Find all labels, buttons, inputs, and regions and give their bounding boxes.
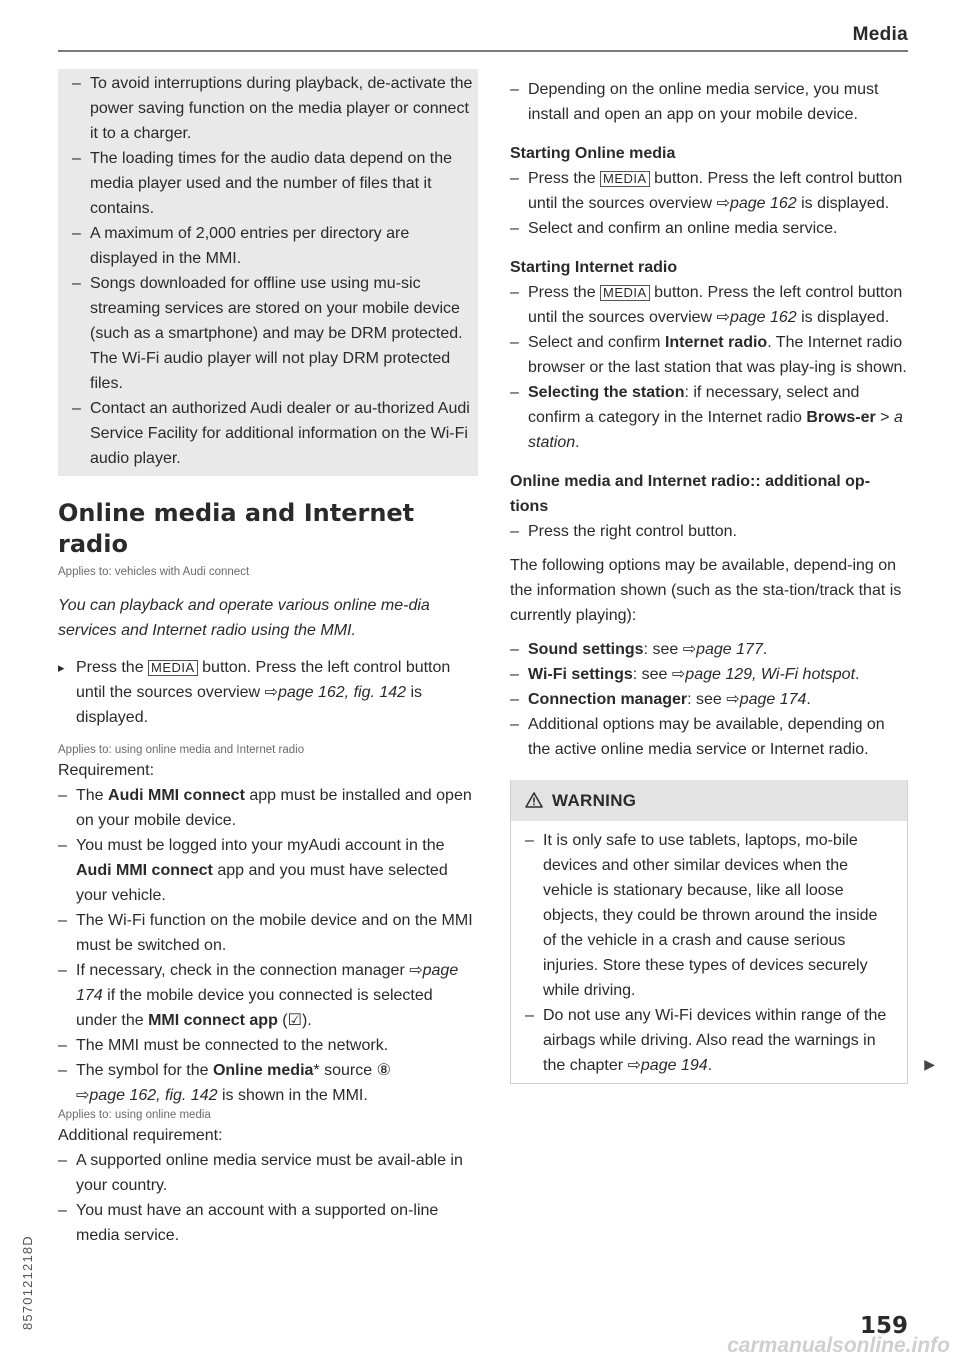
warning-box (510, 780, 935, 1084)
warning-header (511, 780, 907, 821)
additional-options-steps (510, 519, 908, 544)
section-title: Online media and Internet radio (58, 499, 415, 558)
media-button-label: MEDIA (600, 285, 650, 301)
page-number: 159 (859, 1313, 908, 1339)
requirement-item: – The MMI must be connected to the network. (58, 1033, 478, 1058)
page-ref-link[interactable]: page 162 (729, 195, 797, 212)
source-number-icon: ⑧ (376, 1062, 391, 1079)
intro-text: You can playback and operate various online me-dia services and Internet radio using the MMI. (58, 597, 430, 639)
page-ref-link[interactable]: page 174 (76, 962, 459, 1004)
watermark: carmanualsonline.info (727, 1334, 950, 1357)
list-item: – Press the right control button. (510, 519, 908, 544)
warning-title: WARNING (552, 791, 637, 810)
page-ref-link[interactable]: page 162, fig. 142 (277, 684, 407, 701)
continue-arrow-icon: ▶ (924, 1056, 935, 1072)
warning-item: – Do not use any Wi-Fi devices within range of the airbags while driving. Also read the warnings in the chapter ⇨page 194. (525, 1003, 887, 1078)
left-column (58, 69, 478, 1248)
applies-to: Applies to: vehicles with Audi connect (58, 566, 250, 578)
header-rule (58, 50, 908, 52)
requirement-item: – If necessary, check in the connection manager ⇨page 174 if the mobile device you connected is selected under the MMI connect app (☑). (58, 958, 478, 1033)
applies-to: Applies to: using online media and Internet radio (58, 744, 305, 756)
note-item: – The loading times for the audio data depend on the media player used and the number of files that it contains. (58, 146, 478, 221)
document-code: 8570121218D (20, 1235, 35, 1330)
page-ref-link[interactable]: page 174 (739, 691, 807, 708)
requirement-title: Requirement: (58, 762, 155, 779)
media-button-label: MEDIA (600, 171, 650, 187)
arrow-icon: ⇨ (716, 309, 730, 326)
note-item: – Songs downloaded for offline use using mu-sic streaming services are stored on your mobile device (such as a smartphone) and may be DRM protected. The Wi-Fi audio player will not play DRM protected files. (58, 271, 478, 396)
additional-requirement-list (58, 1148, 478, 1248)
instruction-step (58, 655, 478, 730)
requirement-item: – You must have an account with a supported on-line media service. (58, 1198, 478, 1248)
list-item: – Selecting the station: if necessary, select and confirm a category in the Internet radio Brows-er > a station. (510, 380, 908, 455)
note-list (58, 71, 478, 471)
arrow-icon: ⇨ (682, 641, 697, 658)
list-item: – Press the MEDIA button. Press the left control button until the sources overview ⇨page 162 is displayed. (510, 280, 908, 330)
option-item: – Sound settings: see ⇨page 177. (510, 637, 908, 662)
header-title: Media (852, 24, 908, 45)
option-item: – Wi-Fi settings: see ⇨page 129, Wi-Fi hotspot. (510, 662, 908, 687)
warning-list (511, 821, 907, 1083)
note-box (58, 69, 478, 476)
arrow-icon: ⇨ (716, 195, 730, 212)
list-item: – Select and confirm Internet radio. The Internet radio browser or the last station that was play-ing is shown. (510, 330, 908, 380)
warning-item: – It is only safe to use tablets, laptops, mo-bile devices and other similar devices when the vehicle is stationary because, like all loose objects, they could be thrown around the inside of the vehicle in a crash and cause serious injuries. Store these types of devices securely while driving. (525, 828, 887, 1003)
options-list (510, 637, 908, 762)
right-column (510, 77, 935, 1084)
steps-online-media (510, 166, 908, 241)
arrow-icon: ⇨ (76, 1087, 90, 1104)
requirement-item: – The symbol for the Online media* source ⑧ ⇨page 162, fig. 142 is shown in the MMI. (58, 1058, 478, 1108)
requirement-item: – The Audi MMI connect app must be installed and open on your mobile device. (58, 783, 478, 833)
step-text: Press the (76, 659, 149, 676)
intro-list (510, 77, 908, 127)
requirement-item: – A supported online media service must be avail-able in your country. (58, 1148, 478, 1198)
page-ref-link[interactable]: page 162, fig. 142 (89, 1087, 218, 1104)
options-paragraph: The following options may be available, depend-ing on the information shown (such as the sta-tion/track that is currently playing): (510, 557, 902, 624)
option-item: – Connection manager: see ⇨page 174. (510, 687, 908, 712)
note-item: – A maximum of 2,000 entries per directory are displayed in the MMI. (58, 221, 478, 271)
note-item: – Contact an authorized Audi dealer or au-thorized Audi Service Facility for additional information on the Wi-Fi audio player. (58, 396, 478, 471)
arrow-icon: ⇨ (627, 1057, 641, 1074)
page-ref-link[interactable]: page 177 (696, 641, 763, 658)
arrow-icon: ⇨ (726, 691, 740, 708)
note-item: – To avoid interruptions during playback, de-activate the power saving function on the media player or connect it to a charger. (58, 71, 478, 146)
requirement-item: – The Wi-Fi function on the mobile device and on the MMI must be switched on. (58, 908, 478, 958)
list-item: – Select and confirm an online media service. (510, 216, 908, 241)
step-text: button. Press the left control button until the sources overview (76, 659, 451, 701)
requirement-item: – You must be logged into your myAudi account in the Audi MMI connect app and you must have selected your vehicle. (58, 833, 478, 908)
subheading-additional-options: Online media and Internet radio:: additional op-tions (510, 473, 871, 515)
page-ref-link[interactable]: page 194 (640, 1057, 708, 1074)
subheading-starting-online-media: Starting Online media (510, 145, 676, 162)
arrow-icon: ⇨ (671, 666, 686, 683)
applies-to: Applies to: using online media (58, 1109, 211, 1121)
media-button-label: MEDIA (148, 660, 198, 676)
steps-internet-radio (510, 280, 908, 455)
arrow-icon: ⇨ (409, 962, 423, 979)
option-item: – Additional options may be available, depending on the active online media service or Internet radio. (510, 712, 908, 762)
warning-triangle-icon (525, 791, 548, 810)
page-ref-link[interactable]: page 129, Wi-Fi hotspot (685, 666, 856, 683)
subheading-starting-internet-radio: Starting Internet radio (510, 259, 678, 276)
requirement-list (58, 783, 478, 1108)
step-text: is displayed. (76, 684, 423, 726)
page-ref-link[interactable]: page 162 (729, 309, 797, 326)
list-item: – Press the MEDIA button. Press the left control button until the sources overview ⇨page 162 is displayed. (510, 166, 908, 216)
list-item: – Depending on the online media service, you must install and open an app on your mobile device. (510, 77, 908, 127)
additional-requirement-title: Additional requirement: (58, 1127, 223, 1144)
arrow-icon: ⇨ (264, 684, 278, 701)
